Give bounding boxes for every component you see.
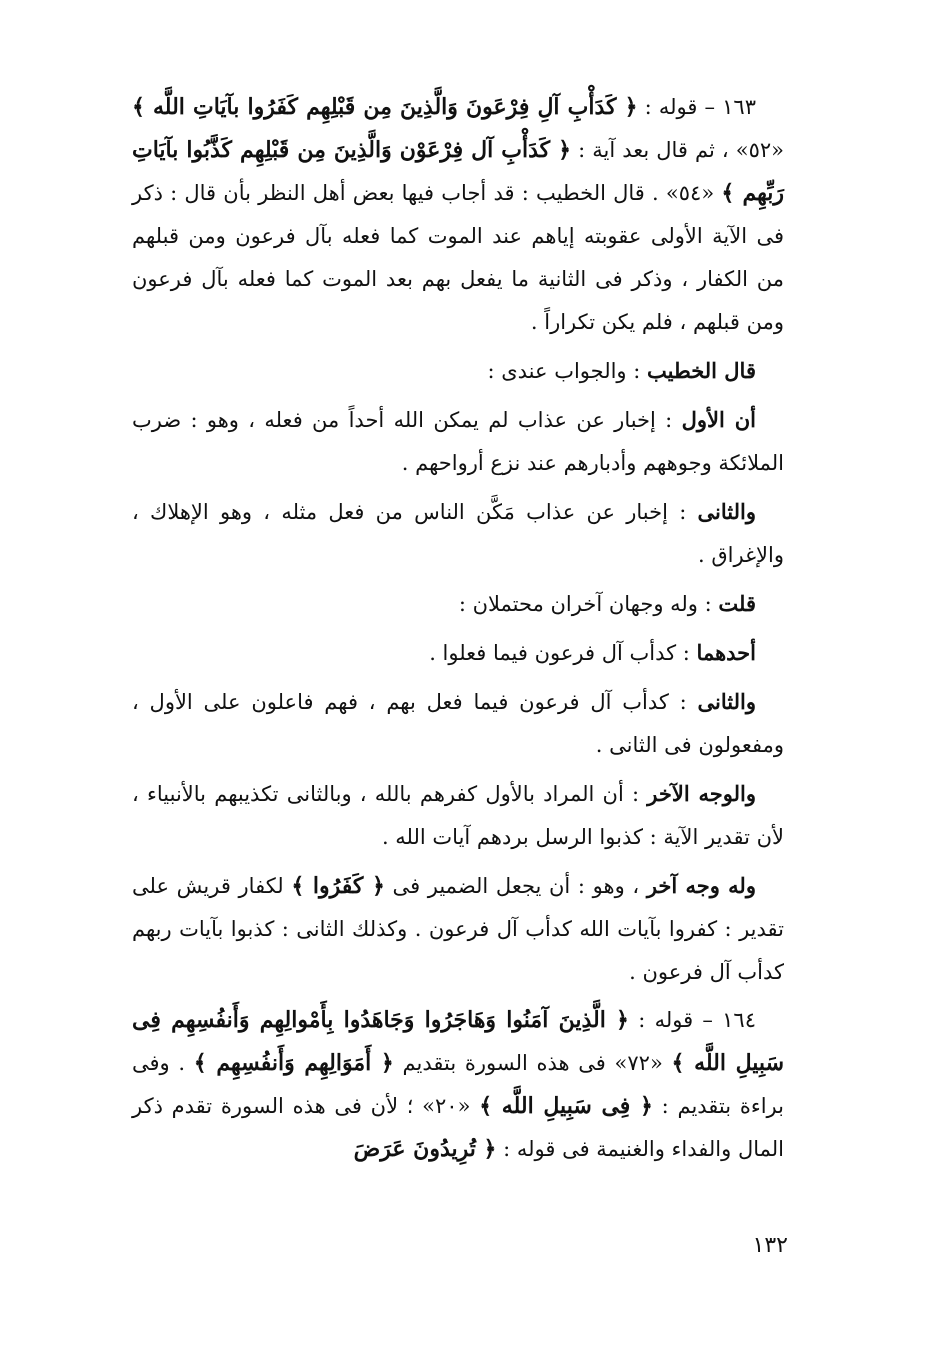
heading-keyword: قلت bbox=[718, 591, 756, 616]
text-run: : كدأب آل فرعون فيما فعلوا . bbox=[429, 641, 690, 665]
text-run: : أن المراد بالأول كفرهم بالله ، وبالثانى تكذيبهم بالأنبياء ، لأن تقدير الآية : كذبوا الرسل بردهم آيات الله . bbox=[132, 782, 784, 849]
heading-keyword: والثانى bbox=[697, 689, 756, 714]
paragraph-khatib-answer bbox=[132, 349, 784, 393]
heading-keyword: قال الخطيب bbox=[647, 358, 756, 383]
text-run: : إخبار عن عذاب لم يمكن الله أحداً من فعله ، وهو : ضرب الملائكة وجوههم وأدبارهم عند نزع أرواحهم . bbox=[132, 408, 784, 475]
text-run: : وله وجهان آخران محتملان : bbox=[458, 592, 712, 616]
heading-keyword: أن الأول bbox=[681, 407, 756, 432]
text-run: «٥٢» ، ثم قال بعد آية : bbox=[571, 138, 784, 162]
page-number: ١٣٢ bbox=[752, 1233, 788, 1258]
heading-keyword: والوجه الآخر bbox=[647, 781, 756, 806]
text-run: : كدأب آل فرعون فيما فعل بهم ، فهم فاعلون على الأول ، ومفعولون فى الثانى . bbox=[132, 690, 784, 757]
quran-quote: ﴿ فِى سَبِيلِ اللَّه ﴾ bbox=[479, 1093, 653, 1119]
quran-quote: ﴿ كَدَأْبِ آل فِرْعَوْن وَالَّذِينَ مِن قَبْلِهِم كَذَّبُوا بآيَاتِ رَبِّهِم ﴾ bbox=[132, 137, 784, 206]
text-run: ، وهو : أن يجعل الضمير فى bbox=[384, 874, 640, 898]
paragraph-163 bbox=[132, 86, 784, 344]
page-body bbox=[132, 86, 784, 1286]
text-run: : والجواب عندى : bbox=[487, 359, 641, 383]
quran-quote: ﴿ كَفَرُوا ﴾ bbox=[291, 873, 385, 899]
text-run: «٢٠» ؛ لأن فى هذه السورة تقدم ذكر المال والفداء والغنيمة فى قوله : bbox=[132, 1094, 784, 1161]
quran-quote: ﴿ أَمَوَالِهِم وَأَنفُسِهِم ﴾ bbox=[193, 1050, 394, 1076]
paragraph-first bbox=[132, 398, 784, 485]
text-run: ١٦٤ – قوله : bbox=[628, 1008, 756, 1032]
paragraph-second bbox=[132, 490, 784, 577]
paragraph-the-second bbox=[132, 680, 784, 767]
paragraph-another-aspect bbox=[132, 864, 784, 994]
paragraph-other-aspect bbox=[132, 772, 784, 859]
paragraph-164 bbox=[132, 999, 784, 1171]
quran-quote: ﴿ تُرِيدُونَ عَرَضَ bbox=[353, 1136, 497, 1162]
heading-keyword: والثانى bbox=[697, 499, 756, 524]
paragraph-one-of-them bbox=[132, 631, 784, 675]
heading-keyword: وله وجه آخر bbox=[646, 873, 756, 898]
paragraph-qultu bbox=[132, 582, 784, 626]
text-run: «٧٢» فى هذه السورة بتقديم bbox=[393, 1051, 663, 1075]
heading-keyword: أحدهما bbox=[696, 640, 756, 665]
quran-quote: ﴿ الَّذِينَ آمَنُوا وَهَاجَرُوا وَجَاهَدُوا بِأَمْوالِهِم وَأَنفُسِهِم فِى سَبِيلِ اللَّه ﴾ bbox=[132, 1007, 785, 1076]
text-run: . وفى براءة بتقديم : bbox=[132, 1051, 784, 1118]
text-run: لكفار قريش على تقدير : كفروا بآيات الله كدأب آل فرعون . وكذلك الثانى : كذبوا بآيات ربهم كدأب آل فرعون . bbox=[132, 874, 784, 984]
text-run: ١٦٣ – قوله : bbox=[637, 95, 756, 119]
text-run: «٥٤» . قال الخطيب : قد أجاب فيها بعض أهل النظر بأن قال : ذكر فى الآية الأولى عقوبته إياهم عند الموت كما فعله بآل فرعون ومن قبلهم من الكفار ، وذكر فى الثانية ما يفعل بهم بعد الموت كما فعله بآل فرعون ومن قبلهم ، فلم يكن تكراراً . bbox=[132, 181, 784, 334]
quran-quote: ﴿ كَدَأْبِ آلِ فِرْعَونَ وَالَّذِينَ مِن قَبْلِهِم كَفَرُوا بآيَاتِ اللَّه ﴾ bbox=[132, 94, 638, 120]
text-run: : إخبار عن عذاب مَكَّن الناس من فعل مثله ، وهو الإهلاك ، والإغراق . bbox=[132, 500, 784, 567]
